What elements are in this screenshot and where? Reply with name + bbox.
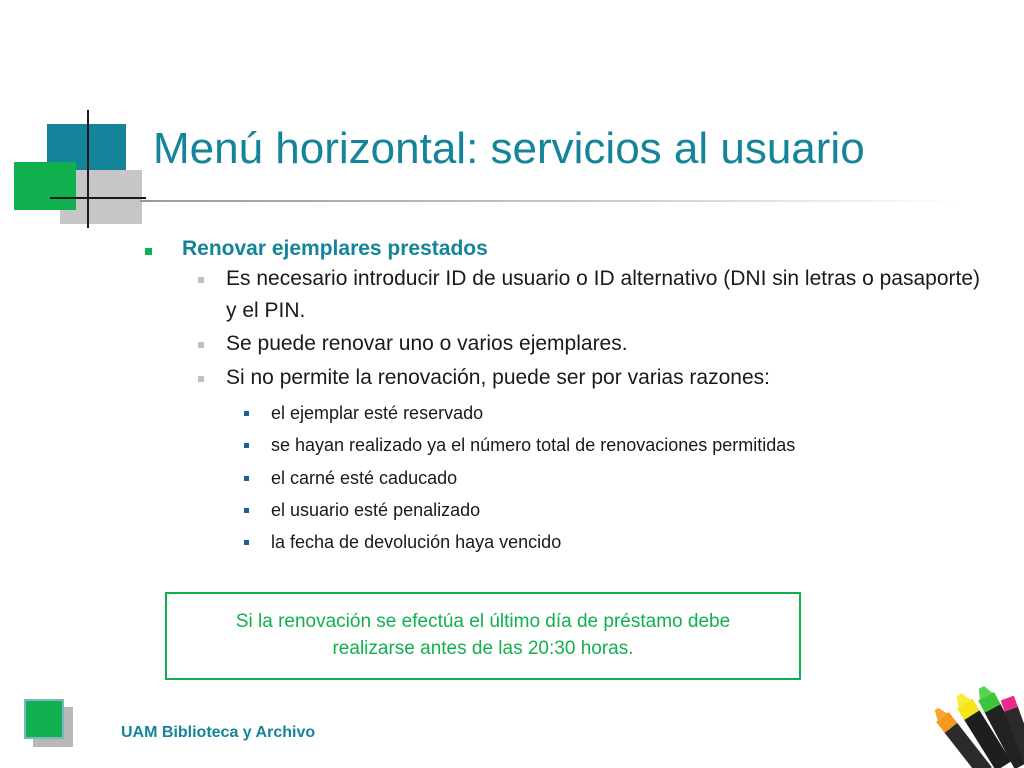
list-item-label: Es necesario introducir ID de usuario o ID alternativo (DNI sin letras o pasaporte) y el PIN.	[226, 267, 981, 322]
list-item-level-2	[140, 362, 980, 394]
list-item-level-3	[140, 433, 980, 457]
list-item-label: la fecha de devolución haya vencido	[271, 532, 562, 553]
list-item-level-2	[140, 263, 980, 326]
list-item-level-2	[140, 328, 980, 360]
note-box	[165, 592, 801, 680]
list-item-label: Si no permite la renovación, puede ser por varias razones:	[226, 365, 770, 389]
list-item-level-1	[140, 236, 980, 261]
blue-square-bullet-icon	[244, 411, 249, 416]
slide-title: Menú horizontal: servicios al usuario	[153, 124, 865, 173]
gray-square-bullet-icon	[198, 376, 204, 382]
footer-text: UAM Biblioteca y Archivo	[121, 724, 316, 741]
list-item-label: el ejemplar esté reservado	[271, 403, 484, 424]
list-item-level-3	[140, 466, 980, 490]
blue-square-bullet-icon	[244, 476, 249, 481]
gray-square-bullet-icon	[198, 342, 204, 348]
gray-square-bullet-icon	[198, 277, 204, 283]
note-text	[236, 609, 730, 662]
footer-green-square	[24, 699, 64, 739]
logo-vertical-line	[87, 110, 89, 228]
list-item-label: Renovar ejemplares prestados	[182, 237, 488, 260]
logo-green-square	[14, 162, 76, 210]
blue-square-bullet-icon	[244, 508, 249, 513]
green-square-bullet-icon	[145, 248, 152, 255]
note-line-2: realizarse antes de las 20:30 horas.	[332, 638, 634, 659]
list-item-level-3	[140, 498, 980, 522]
blue-square-bullet-icon	[244, 443, 249, 448]
list-item-level-3	[140, 530, 980, 554]
list-item-label: el carné esté caducado	[271, 467, 458, 488]
list-item-level-3	[140, 401, 980, 425]
bullet-list	[140, 230, 980, 555]
logo-horizontal-line	[50, 197, 146, 199]
blue-square-bullet-icon	[244, 540, 249, 545]
list-item-label: Se puede renovar uno o varios ejemplares.	[226, 332, 628, 356]
list-item-label: el usuario esté penalizado	[271, 500, 481, 521]
note-line-1: Si la renovación se efectúa el último día de préstamo debe	[235, 611, 731, 633]
list-item-label: se hayan realizado ya el número total de renovaciones permitidas	[271, 435, 796, 456]
title-divider	[140, 200, 960, 202]
highlighter-markers-icon	[930, 676, 1024, 768]
